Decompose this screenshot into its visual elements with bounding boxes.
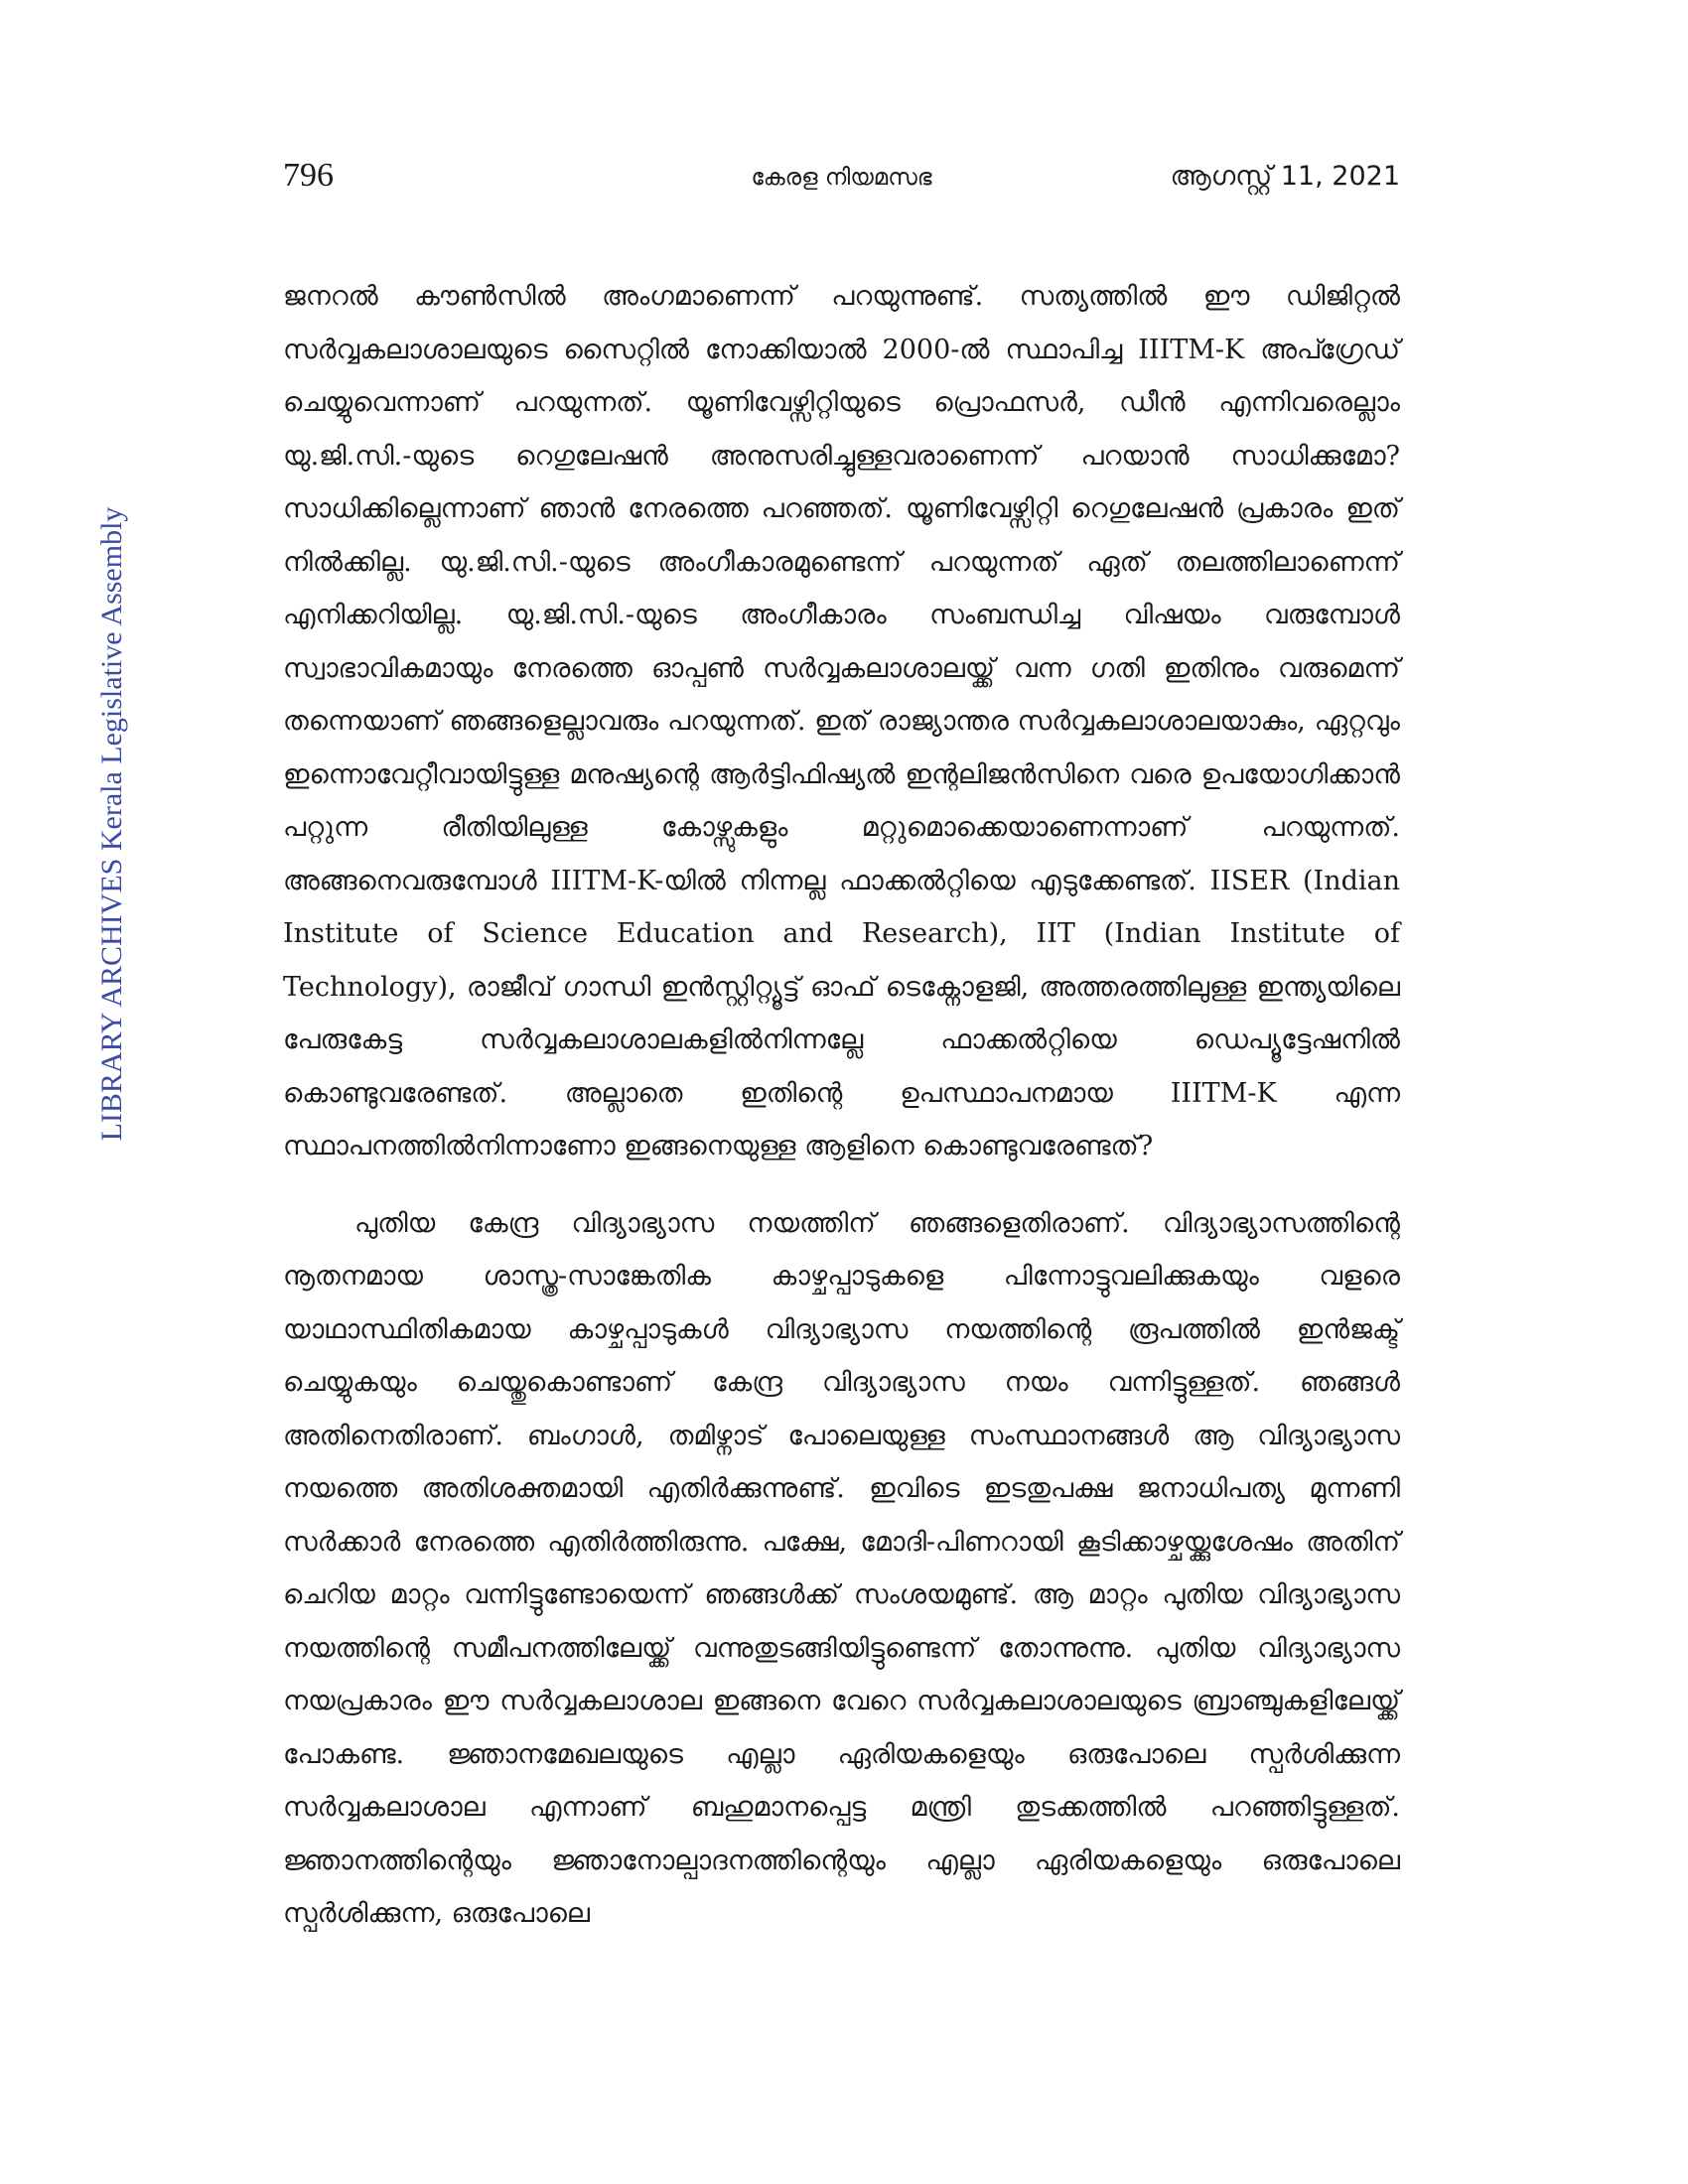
- body-text: [283, 270, 1400, 1941]
- page-number: 796: [283, 157, 334, 194]
- header-date: ആഗസ്റ്റ് 11, 2021: [1170, 161, 1400, 192]
- page-header: [283, 157, 1400, 206]
- archive-watermark: LIBRARY ARCHIVES Kerala Legislative Assembly: [95, 506, 128, 1142]
- paragraph-1: ജനറൽ കൗൺസിൽ അംഗമാണെന്ന് പറയുന്നുണ്ട്. സത്യത്തിൽ ഈ ഡിജിറ്റൽ സർവ്വകലാശാലയുടെ സൈറ്റിൽ നോക്കിയാൽ 2000-ൽ സ്ഥാപിച്ച IIITM-K അപ്ഗ്രേഡ് ചെയ്യുവെന്നാണ് പറയുന്നത്. യൂണിവേഴ്സിറ്റിയുടെ പ്രൊഫസർ, ഡീൻ എന്നിവരെല്ലാം യു.ജി.സി.-യുടെ റെഗുലേഷൻ അനുസരിച്ചുള്ളവരാണെന്ന് പറയാൻ സാധിക്കുമോ? സാധിക്കില്ലെന്നാണ് ഞാൻ നേരത്തെ പറഞ്ഞത്. യൂണിവേഴ്സിറ്റി റെഗുലേഷൻ പ്രകാരം ഇത് നിൽക്കില്ല. യു.ജി.സി.-യുടെ അംഗീകാരമുണ്ടെന്ന് പറയുന്നത് ഏത് തലത്തിലാണെന്ന് എനിക്കറിയില്ല. യു.ജി.സി.-യുടെ അംഗീകാരം സംബന്ധിച്ച വിഷയം വരുമ്പോൾ സ്വാഭാവികമായും നേരത്തെ ഓപ്പൺ സർവ്വകലാശാലയ്ക്ക് വന്ന ഗതി ഇതിനും വരുമെന്ന് തന്നെയാണ് ഞങ്ങളെല്ലാവരും പറയുന്നത്. ഇത് രാജ്യാന്തര സർവ്വകലാശാലയാകും, ഏറ്റവും ഇന്നൊവേറ്റീവായിട്ടുള്ള മനുഷ്യന്റെ ആർട്ടിഫിഷ്യൽ ഇന്റലിജൻസിനെ വരെ ഉപയോഗിക്കാൻ പറ്റുന്ന രീതിയിലുള്ള കോഴ്സുകളും മറ്റുമൊക്കെയാണെന്നാണ് പറയുന്നത്. അങ്ങനെവരുമ്പോൾ IIITM-K-യിൽ നിന്നല്ല ഫാക്കൽറ്റിയെ എടുക്കേണ്ടത്. IISER (Indian Institute of Science Education and Research), IIT (Indian Institute of Technology), രാജീവ് ഗാന്ധി ഇൻസ്റ്റിറ്റ്യൂട്ട് ഓഫ് ടെക്നോളജി, അത്തരത്തിലുള്ള ഇന്ത്യയിലെ പേരുകേട്ട സർവ്വകലാശാലകളിൽനിന്നല്ലേ ഫാക്കൽറ്റിയെ ഡെപ്യൂട്ടേഷനിൽ കൊണ്ടുവരേണ്ടത്. അല്ലാതെ ഇതിന്റെ ഉപസ്ഥാപനമായ IIITM-K എന്ന സ്ഥാപനത്തിൽനിന്നാണോ ഇങ്ങനെയുള്ള ആളിനെ കൊണ്ടുവരേണ്ടത്?: [283, 281, 1400, 1161]
- paragraph-2: പുതിയ കേന്ദ്ര വിദ്യാഭ്യാസ നയത്തിന് ഞങ്ങളെതിരാണ്. വിദ്യാഭ്യാസത്തിന്റെ നൂതനമായ ശാസ്ത്ര-സാങ്കേതിക കാഴ്ചപ്പാടുകളെ പിന്നോട്ടുവലിക്കുകയും വളരെ യാഥാസ്ഥിതികമായ കാഴ്ചപ്പാടുകൾ വിദ്യാഭ്യാസ നയത്തിന്റെ രൂപത്തിൽ ഇൻജക്ട് ചെയ്യുകയും ചെയ്തുകൊണ്ടാണ് കേന്ദ്ര വിദ്യാഭ്യാസ നയം വന്നിട്ടുള്ളത്. ഞങ്ങൾ അതിനെതിരാണ്. ബംഗാൾ, തമിഴ്നാട് പോലെയുള്ള സംസ്ഥാനങ്ങൾ ആ വിദ്യാഭ്യാസ നയത്തെ അതിശക്തമായി എതിർക്കുന്നുണ്ട്. ഇവിടെ ഇടതുപക്ഷ ജനാധിപത്യ മുന്നണി സർക്കാർ നേരത്തെ എതിർത്തിരുന്നു. പക്ഷേ, മോദി-പിണറായി കൂടിക്കാഴ്ചയ്ക്കുശേഷം അതിന് ചെറിയ മാറ്റം വന്നിട്ടുണ്ടോയെന്ന് ഞങ്ങൾക്ക് സംശയമുണ്ട്. ആ മാറ്റം പുതിയ വിദ്യാഭ്യാസ നയത്തിന്റെ സമീപനത്തിലേയ്ക്ക് വന്നുതുടങ്ങിയിട്ടുണ്ടെന്ന് തോന്നുന്നു. പുതിയ വിദ്യാഭ്യാസ നയപ്രകാരം ഈ സർവ്വകലാശാല ഇങ്ങനെ വേറെ സർവ്വകലാശാലയുടെ ബ്രാഞ്ചുകളിലേയ്ക്ക് പോകണ്ട. ജ്ഞാനമേഖലയുടെ എല്ലാ ഏരിയകളെയും ഒരുപോലെ സ്പർശിക്കുന്ന സർവ്വകലാശാല എന്നാണ് ബഹുമാനപ്പെട്ട മന്ത്രി തുടക്കത്തിൽ പറഞ്ഞിട്ടുള്ളത്. ജ്ഞാനത്തിന്റെയും ജ്ഞാനോല്പാദനത്തിന്റെയും എല്ലാ ഏരിയകളെയും ഒരുപോലെ സ്പർശിക്കുന്ന, ഒരുപോലെ: [283, 1207, 1400, 1929]
- running-title: കേരള നിയമസഭ: [751, 165, 932, 191]
